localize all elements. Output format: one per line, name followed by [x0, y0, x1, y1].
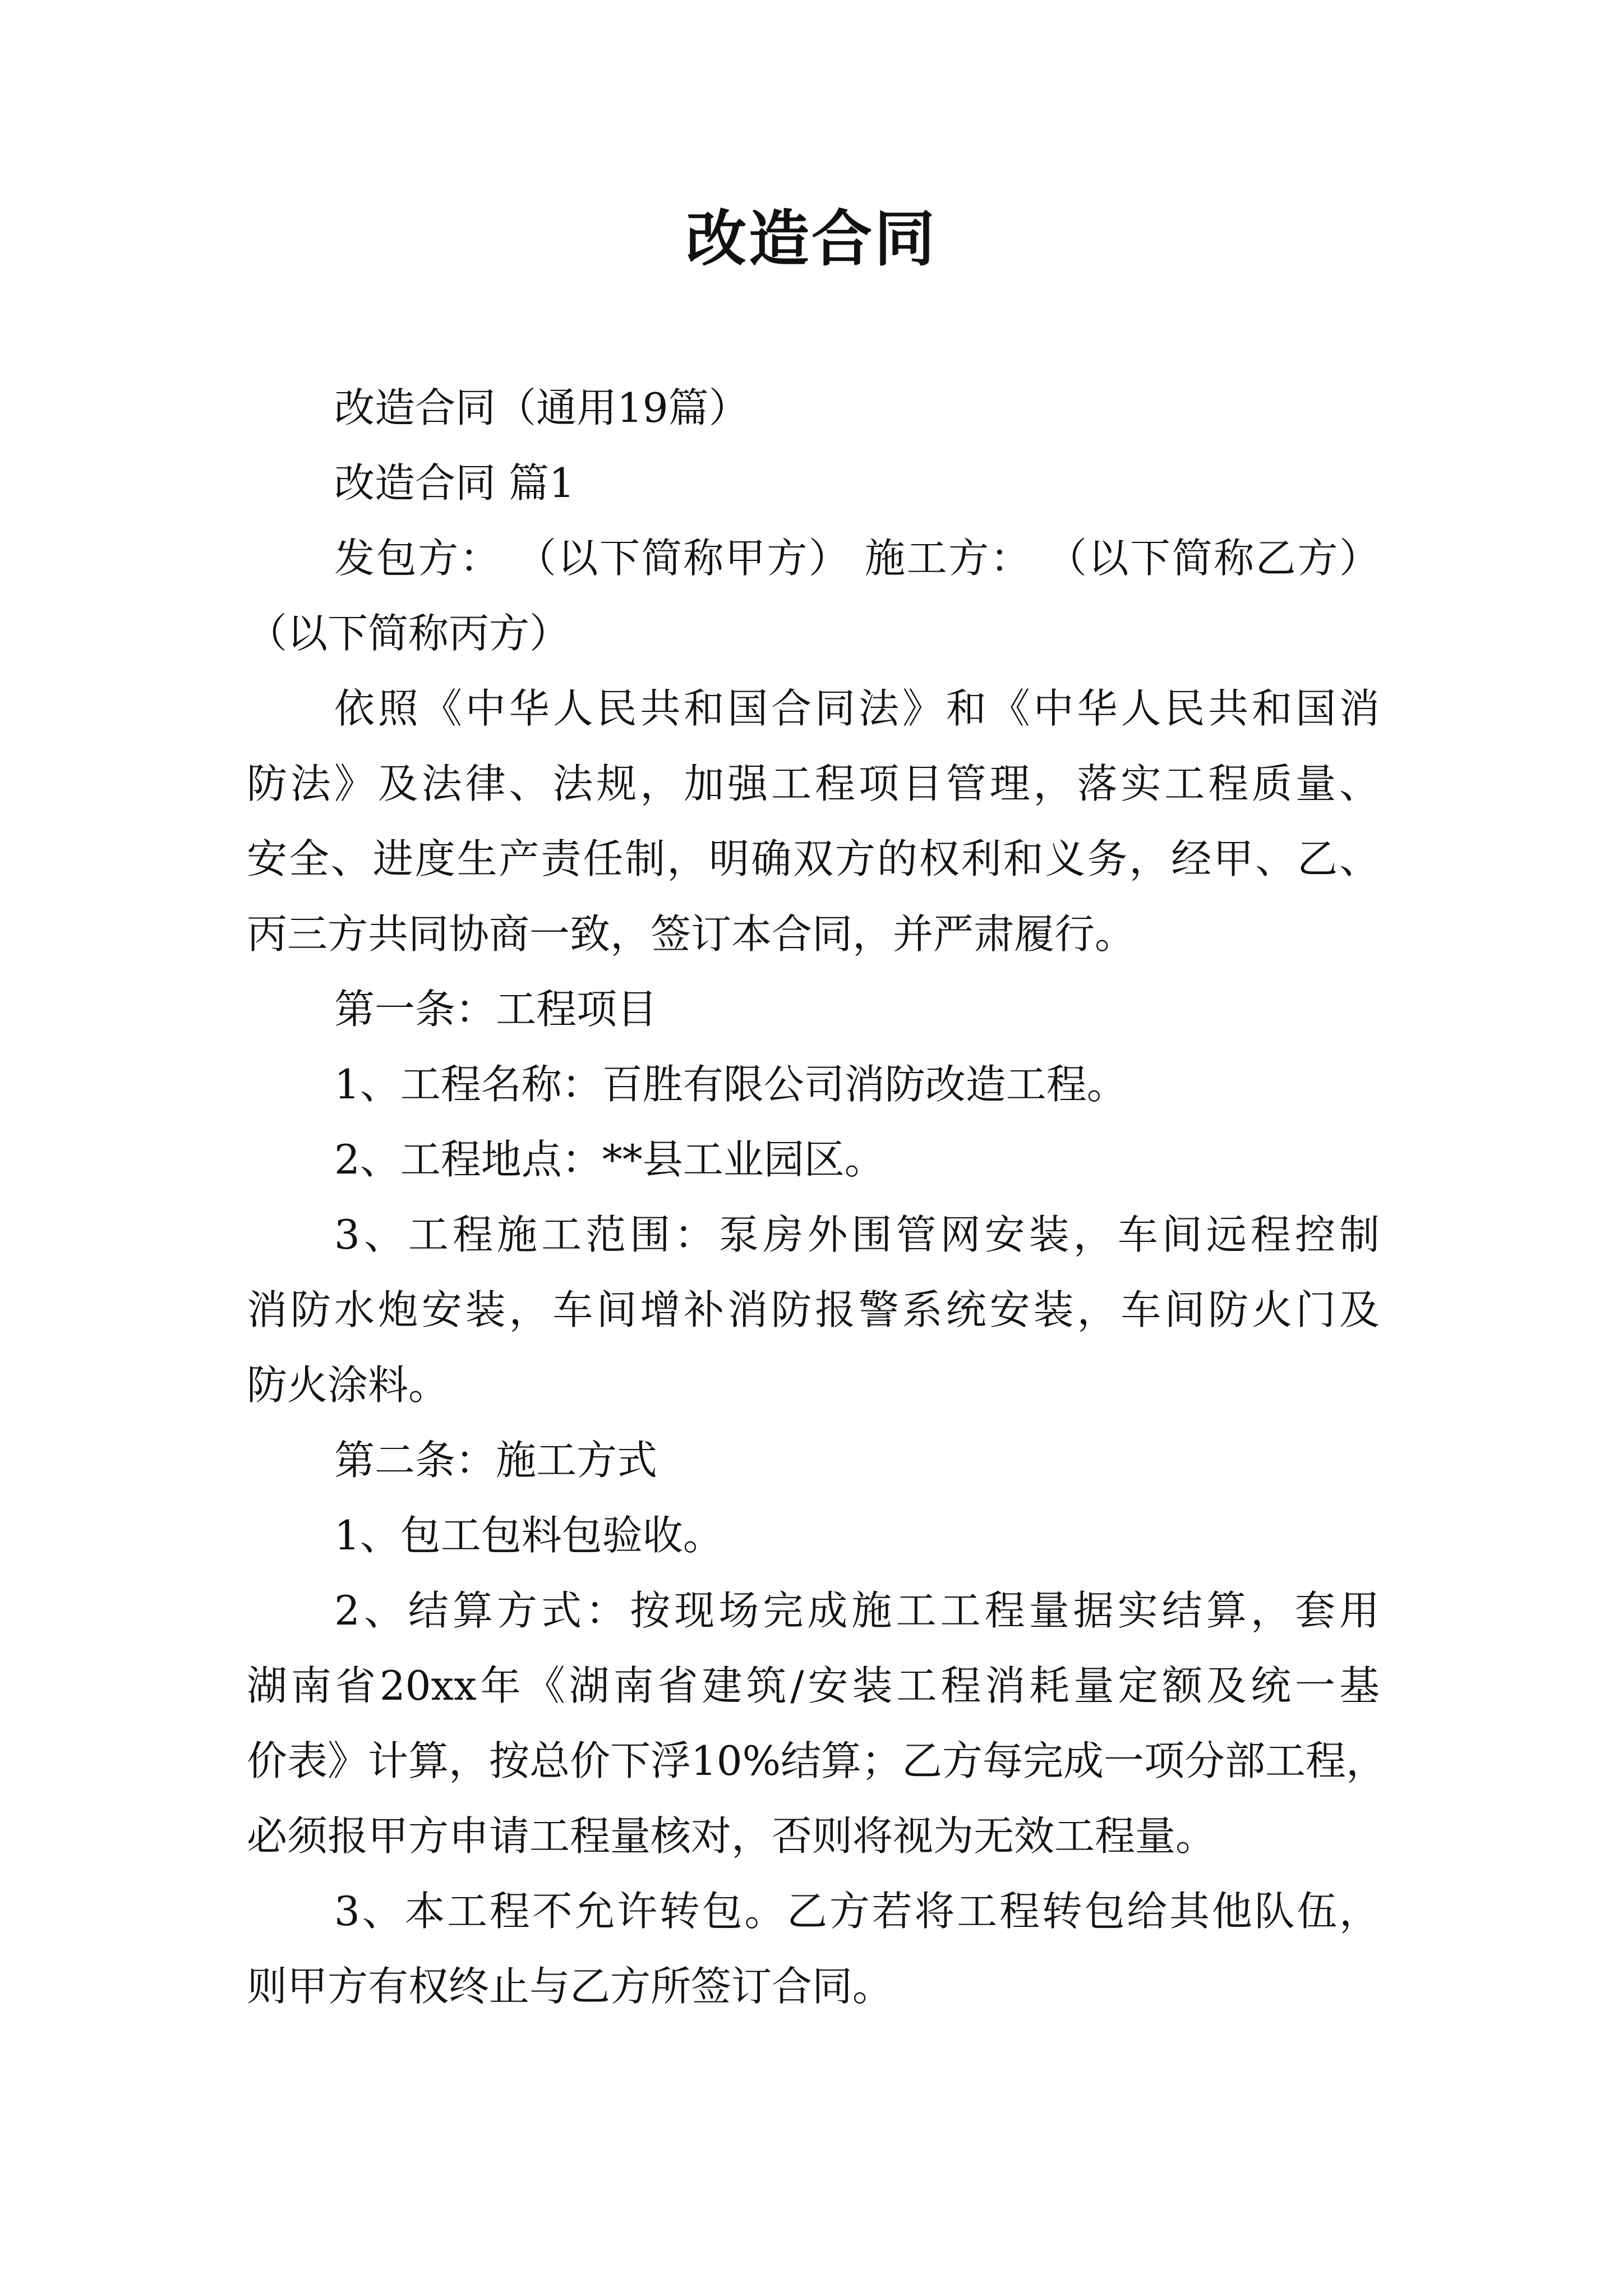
text-line: 则甲方有权终止与乙方所签订合同。	[247, 1963, 893, 2010]
text-line: 消防水炮安装，车间增补消防报警系统安装，车间防火门及	[247, 1286, 1380, 1333]
text-line: 1、包工包料包验收。	[334, 1512, 723, 1559]
text-line: 第二条：施工方式	[334, 1437, 658, 1484]
text-line: 必须报甲方申请工程量核对，否则将视为无效工程量。	[247, 1812, 1216, 1860]
text-line: 2、工程地点：**县工业园区。	[334, 1136, 885, 1183]
text-line: 丙三方共同协商一致，签订本合同，并严肃履行。	[247, 910, 1136, 958]
text-line: 依照《中华人民共和国合同法》和《中华人民共和国消	[334, 685, 1380, 732]
text-line: 3、本工程不允许转包。乙方若将工程转包给其他队伍，	[334, 1888, 1380, 1935]
document-title: 改造合同	[685, 204, 937, 274]
text-line: 3、工程施工范围：泵房外围管网安装，车间远程控制	[334, 1211, 1380, 1258]
text-line: 改造合同 篇1	[334, 459, 575, 507]
text-line: 价表》计算，按总价下浮10%结算；乙方每完成一项分部工程，	[247, 1737, 1387, 1784]
text-line: 湖南省20xx年《湖南省建筑/安装工程消耗量定额及统一基	[247, 1662, 1380, 1709]
text-line: 2、结算方式：按现场完成施工工程量据实结算，套用	[334, 1587, 1380, 1634]
text-line: 发包方： （以下简称甲方） 施工方： （以下简称乙方）	[334, 535, 1380, 582]
text-line: 改造合同（通用19篇）	[334, 384, 749, 431]
text-line: （以下简称丙方）	[247, 610, 570, 657]
text-line: 第一条：工程项目	[334, 986, 658, 1033]
text-line: 1、工程名称：百胜有限公司消防改造工程。	[334, 1061, 1127, 1108]
text-line: 防火涂料。	[247, 1361, 449, 1409]
document-body	[247, 370, 1387, 2024]
text-line: 安全、进度生产责任制，明确双方的权利和义务，经甲、乙、	[247, 835, 1380, 882]
text-line: 防法》及法律、法规，加强工程项目管理，落实工程质量、	[247, 760, 1380, 807]
